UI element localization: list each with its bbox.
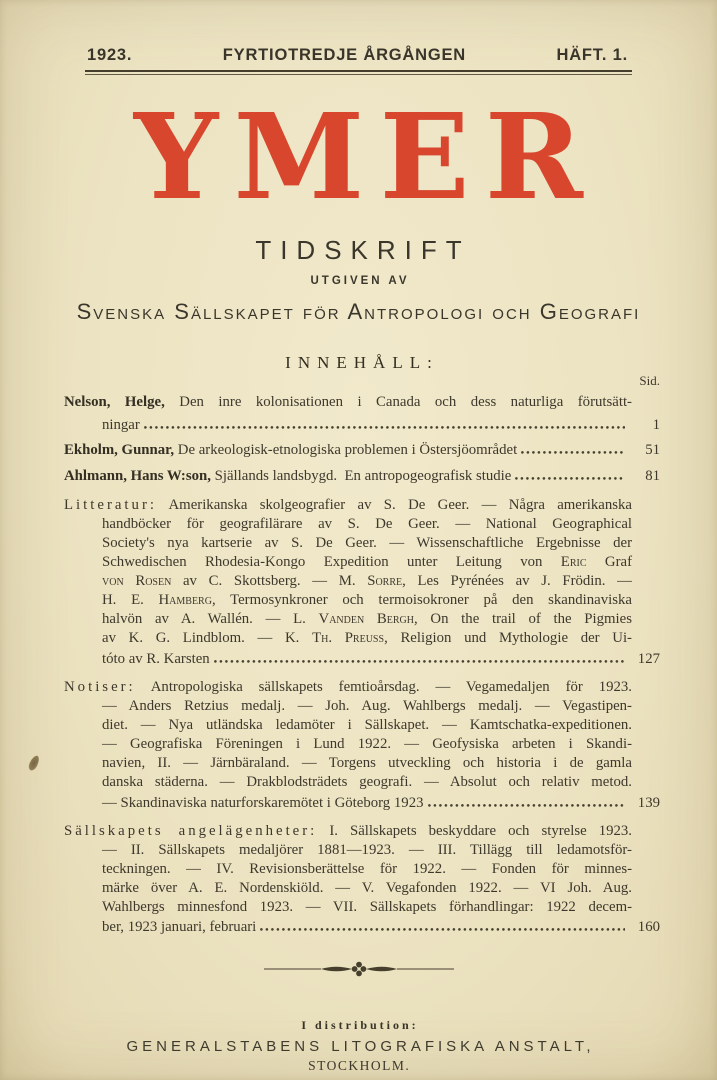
printer-name: GENERALSTABENS LITOGRAFISKA ANSTALT,	[126, 1038, 595, 1056]
toc-line-text: Ekholm, Gunnar, De arkeologisk-etnologiska problemen i Östersjöområdet	[64, 442, 518, 458]
running-head-volume: FYRTIOTREDJE ÅRGÅNGEN	[222, 46, 467, 64]
distribution-label: I distribution:	[301, 1018, 419, 1033]
divider-ornament	[0, 961, 717, 982]
toc-line: Schwedischen Rhodesia-Kongo Expedition unter Leitung von Eric Graf	[102, 554, 632, 570]
toc-page-column-label: Sid.	[639, 373, 660, 388]
dot-leader	[428, 792, 626, 807]
toc-line	[64, 414, 660, 437]
printer-city: STOCKHOLM.	[308, 1058, 411, 1074]
toc-entry	[64, 465, 660, 488]
toc-entry	[64, 391, 660, 436]
issued-by-line: UTGIVEN AV	[310, 275, 410, 287]
page-number: 81	[645, 467, 660, 484]
toc-line-text: — Skandinaviska naturforskaremötet i Göteborg 1923	[102, 794, 424, 811]
page-number: 51	[645, 442, 660, 458]
toc-line: halvön av A. Wallén. — L. Vanden Bergh, On the trail of the Pigmies	[102, 611, 632, 627]
dot-leader	[515, 465, 625, 480]
page-number: 139	[637, 794, 660, 811]
page-number: 1	[652, 416, 660, 433]
toc-line: H. E. Hamberg, Termosynkroner och termoisokroner på den skandinaviska	[102, 592, 632, 608]
header-rule-thin	[85, 74, 632, 75]
toc-entry	[64, 678, 660, 813]
toc-line-text: ber, 1923 januari, februari	[102, 919, 257, 936]
dot-leader	[521, 439, 625, 454]
toc-line: — Geografiska Föreningen i Lund 1922. — Geofysiska arbeten i Skandi-	[102, 735, 632, 752]
header-double-rule	[85, 70, 632, 75]
toc-line: Notiser: Antropologiska sällskapets femtioårsdag. — Vegamedaljen för 1923.	[64, 678, 632, 695]
toc-line-text: tóto av R. Karsten	[102, 650, 210, 667]
toc-entry	[64, 439, 660, 462]
page-number: 160	[637, 919, 660, 936]
toc-line: Sällskapets angelägenheter: I. Sällskapets beskyddare och styrelse 1923.	[64, 822, 633, 839]
toc-line: diet. — Nya utländska ledamöter i Sällskapet. — Kamtschatka-expeditionen.	[102, 716, 632, 733]
toc-entry	[64, 822, 660, 938]
toc-line: Wahlbergs minnesfond 1923. — VII. Sällskapets förhandlingar: 1922 decem-	[102, 898, 632, 915]
running-head-issue: HÄFT. 1.	[556, 46, 628, 64]
page-number: 127	[637, 650, 660, 667]
toc-line	[64, 917, 660, 938]
ink-blemish	[27, 754, 41, 772]
dot-leader	[260, 917, 625, 932]
toc-entries	[64, 391, 660, 937]
toc-line: danska städerna. — Drakblodsträdets geografi. — Absolut och relativ metod.	[102, 773, 632, 790]
running-head	[87, 46, 628, 65]
toc-entry	[64, 496, 660, 669]
toc-line: märke över A. E. Nordenskiöld. — V. Vegafonden 1922. — VI Joh. Aug.	[102, 879, 632, 896]
journal-subtitle: TIDSKRIFT	[255, 235, 471, 265]
toc-line: Society's nya kartserie av S. De Geer. — Wissenschaftliche Ergebnisse der	[102, 535, 632, 551]
toc-line: teckningen. — IV. Revisionsberättelse för 1922. — Fonden för minnes-	[102, 860, 632, 877]
toc-line: — Anders Retzius medalj. — Joh. Aug. Wahlbergs medalj. — Vegastipen-	[102, 697, 632, 714]
toc-line: navien, II. — Järnbäraland. — Torgens utveckling och historia i de gamla	[102, 754, 632, 771]
toc-line	[64, 439, 660, 462]
dot-leader	[214, 648, 625, 663]
dot-leader	[144, 414, 625, 429]
society-name: Svenska Sällskapet för Antropologi och Geografi	[76, 299, 641, 324]
toc-line: Litteratur: Amerikanska skolgeografier av S. De Geer. — Några amerikanska	[64, 497, 632, 513]
header-rule-thick	[85, 70, 632, 72]
running-head-year: 1923.	[87, 46, 133, 64]
toc-heading: INNEHÅLL:	[285, 353, 439, 372]
toc-line	[64, 465, 660, 488]
toc-line	[64, 792, 660, 813]
journal-title: YMER	[134, 87, 599, 226]
toc-line: — II. Sällskapets medaljörer 1881—1923. — III. Tillägg till ledamotsför-	[102, 841, 632, 858]
toc-line: von Rosen av C. Skottsberg. — M. Sorre, Les Pyrénées av J. Frödin. —	[102, 573, 632, 589]
toc-line: av K. G. Lindblom. — K. Th. Preuss, Religion und Mythologie der Ui-	[102, 630, 632, 646]
fleuron-icon	[264, 961, 454, 977]
toc-line: handböcker för geografilärare av S. De Geer. — National Geographical	[102, 516, 632, 532]
toc-line-text: ningar	[102, 416, 140, 433]
toc-line-text: Ahlmann, Hans W:son, Själlands landsbygd. En antropogeografisk studie	[64, 467, 512, 484]
toc-line: Nelson, Helge, Den inre kolonisationen i Canada och dess naturliga förutsätt-	[64, 394, 632, 410]
toc-line	[64, 648, 660, 669]
